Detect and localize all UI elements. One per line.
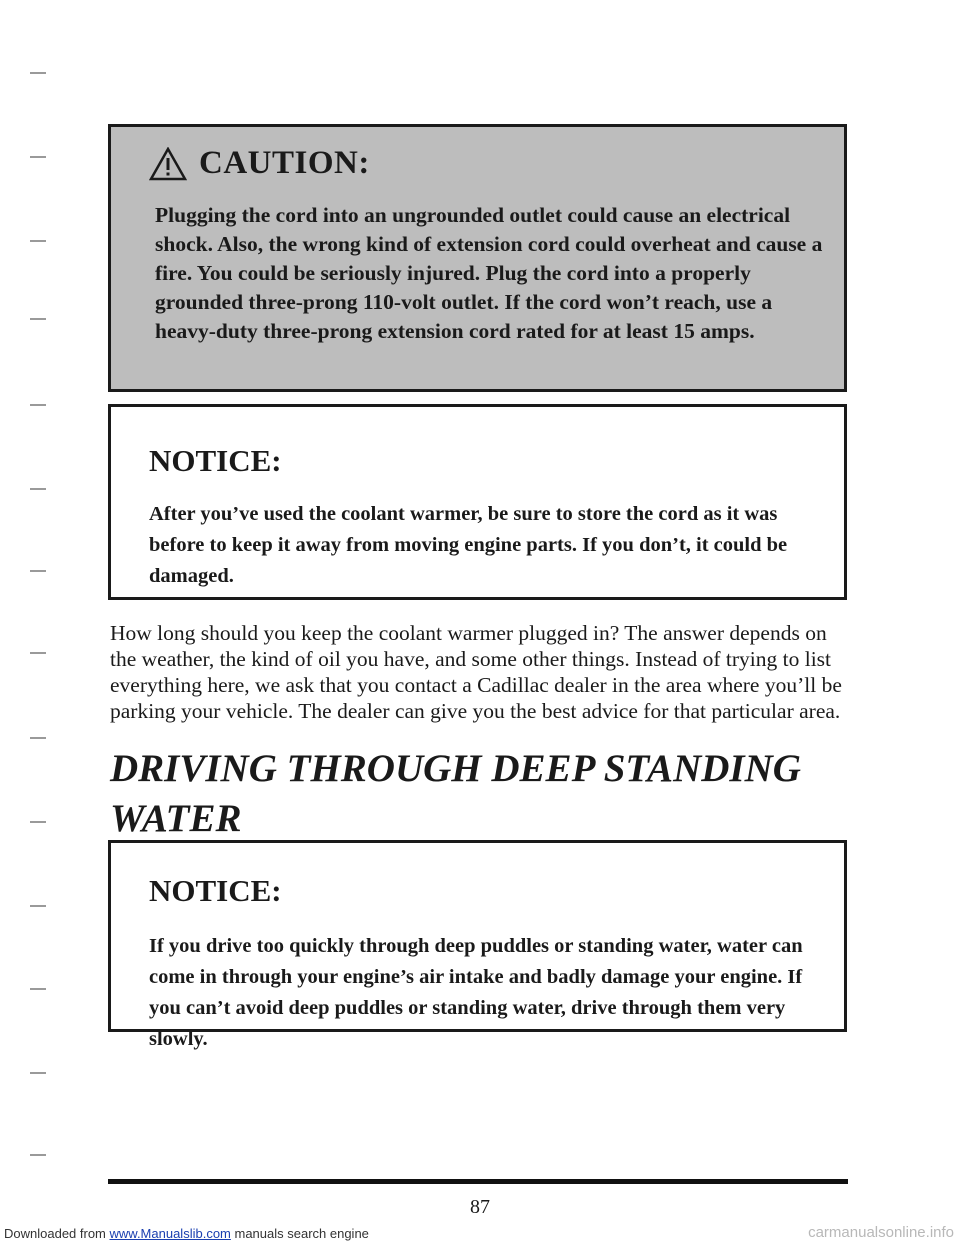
caution-title: CAUTION: [199, 145, 370, 181]
notice-box-water [108, 840, 847, 1050]
margin-tick [30, 1072, 46, 1074]
margin-tick [30, 318, 46, 320]
margin-tick [30, 905, 46, 907]
page-number: 87 [470, 1196, 490, 1218]
margin-tick [30, 1154, 46, 1156]
caution-text: Plugging the cord into an ungrounded outlet could cause an electrical shock. Also, the wrong kind of extension cord could overheat and cause a fire. You could be seriously injured. Plug the cord into a properly grounded three-prong 110-volt outlet. If the cord won’t reach, use a heavy-duty three-prong extension cord rated for at least 15 amps. [155, 203, 823, 343]
margin-tick [30, 570, 46, 572]
margin-tick [30, 988, 46, 990]
margin-tick [30, 737, 46, 739]
manualslib-link[interactable]: www.Manualslib.com [109, 1226, 231, 1241]
source-prefix: Downloaded from [4, 1226, 110, 1241]
margin-tick [30, 404, 46, 406]
margin-tick [30, 156, 46, 158]
caution-header [149, 145, 370, 182]
margin-tick [30, 821, 46, 823]
warning-triangle-icon [149, 147, 187, 181]
margin-tick [30, 72, 46, 74]
margin-tick [30, 488, 46, 490]
margin-tick [30, 240, 46, 242]
notice-box-cord [108, 404, 847, 600]
section-heading: DRIVING THROUGH DEEP STANDING WATER [110, 747, 801, 840]
notice-title: NOTICE: [149, 443, 282, 478]
caution-box [108, 124, 847, 392]
margin-tick [30, 652, 46, 654]
body-paragraph: How long should you keep the coolant warmer plugged in? The answer depends on the weather, the kind of oil you have, and some other things. Instead of trying to list everything here, we ask that you contact a Cadillac dealer in the area where you’ll be parking your vehicle. The dealer can give you the best advice for that particular area. [110, 621, 842, 723]
source-suffix: manuals search engine [230, 1226, 369, 1241]
notice-text: After you’ve used the coolant warmer, be sure to store the cord as it was before to keep it away from moving engine parts. If you don’t, it could be damaged. [149, 503, 788, 587]
footer-rule [108, 1179, 848, 1184]
site-watermark: carmanualsonline.info [808, 1224, 954, 1241]
notice-text: If you drive too quickly through deep puddles or standing water, water can come in through your engine’s air intake and badly damage your engine. If you can’t avoid deep puddles or standing water, drive through them very slowly. [149, 935, 803, 1050]
download-source-line [4, 1226, 369, 1241]
notice-title: NOTICE: [149, 873, 282, 908]
